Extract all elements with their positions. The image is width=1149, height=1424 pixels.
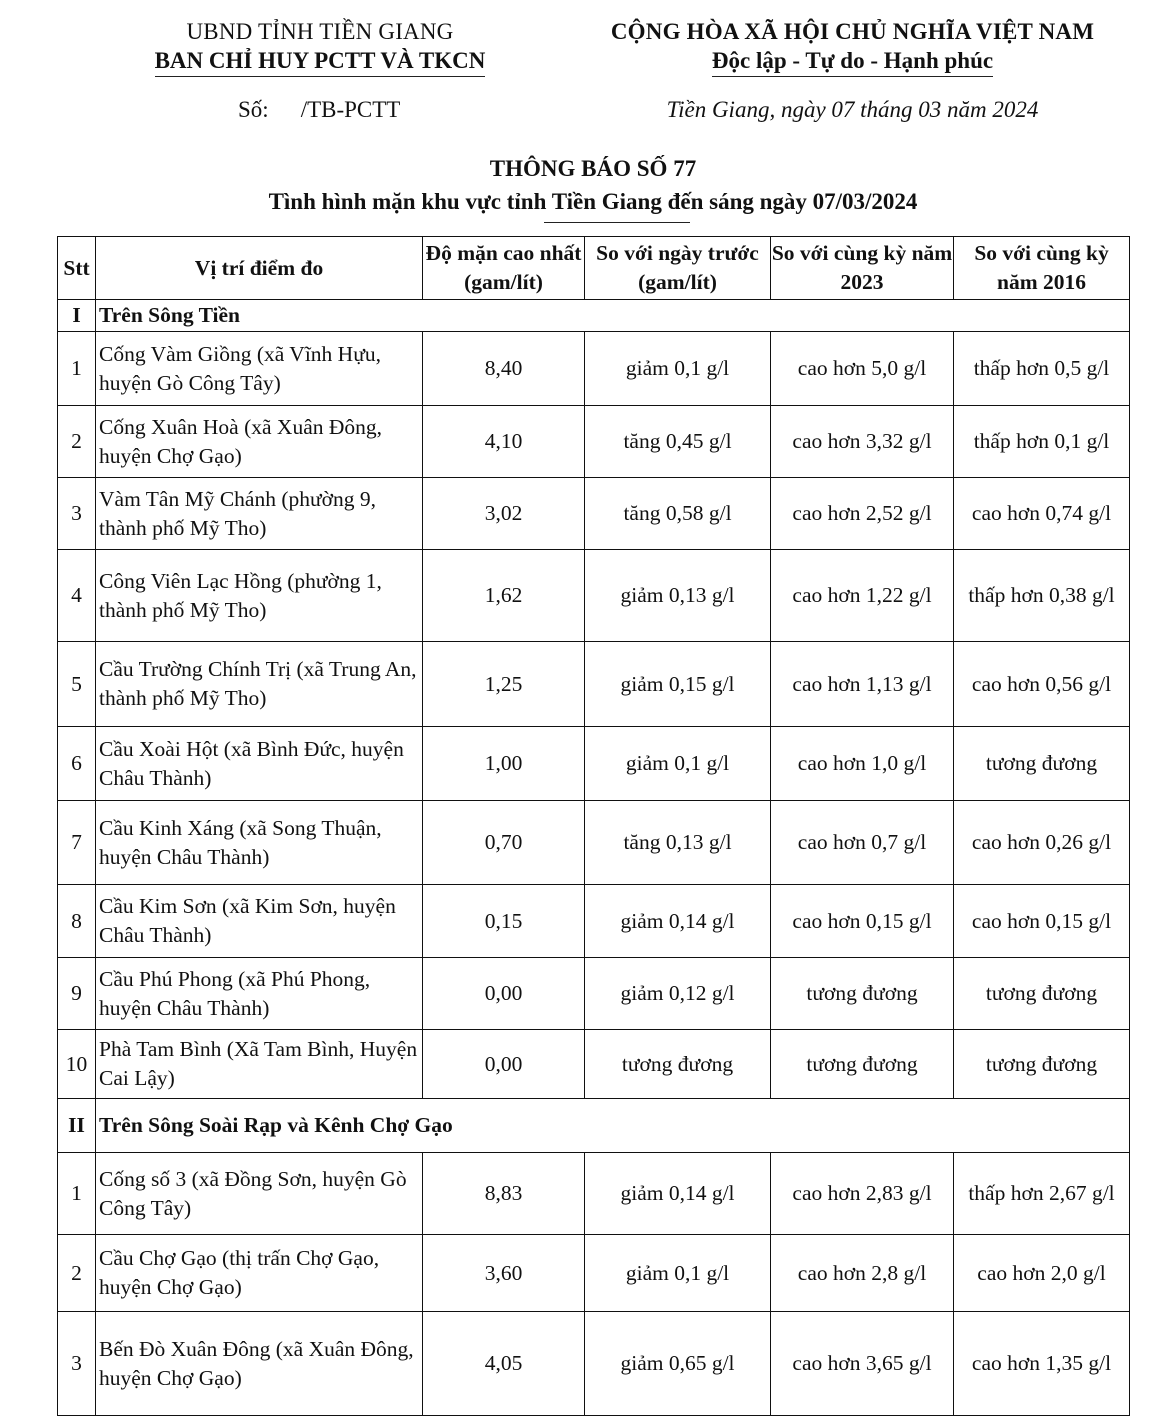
cell-location: Cống số 3 (xã Đồng Sơn, huyện Gò Công Tây) (96, 1153, 423, 1235)
table-row (58, 642, 1130, 727)
header-2016: So với cùng kỳ năm 2016 (954, 237, 1130, 300)
cell-max-salinity: 3,60 (423, 1235, 585, 1312)
cell-prev-day: giảm 0,1 g/l (585, 1235, 771, 1312)
cell-location: Cầu Xoài Hột (xã Bình Đức, huyện Châu Thành) (96, 727, 423, 801)
cell-2023: cao hơn 3,65 g/l (771, 1312, 954, 1416)
cell-stt: 7 (58, 801, 96, 885)
cell-2023: cao hơn 2,52 g/l (771, 478, 954, 550)
cell-2023: cao hơn 2,8 g/l (771, 1235, 954, 1312)
cell-max-salinity: 1,00 (423, 727, 585, 801)
cell-prev-day: tăng 0,45 g/l (585, 406, 771, 478)
cell-prev-day: giảm 0,1 g/l (585, 727, 771, 801)
cell-prev-day: tăng 0,13 g/l (585, 801, 771, 885)
table-row (58, 332, 1130, 406)
cell-max-salinity: 0,15 (423, 885, 585, 958)
cell-location: Cầu Chợ Gạo (thị trấn Chợ Gạo, huyện Chợ Gạo) (96, 1235, 423, 1312)
cell-location: Cầu Trường Chính Trị (xã Trung An, thành phố Mỹ Tho) (96, 642, 423, 727)
document-number (238, 97, 400, 123)
cell-2023: cao hơn 3,32 g/l (771, 406, 954, 478)
header-location: Vị trí điểm đo (96, 237, 423, 300)
cell-2016: cao hơn 0,74 g/l (954, 478, 1130, 550)
cell-stt: 10 (58, 1030, 96, 1099)
cell-location: Phà Tam Bình (Xã Tam Bình, Huyện Cai Lậy) (96, 1030, 423, 1099)
cell-2016: tương đương (954, 958, 1130, 1030)
document-title: THÔNG BÁO SỐ 77 (489, 156, 697, 181)
nation-name: CỘNG HÒA XÃ HỘI CHỦ NGHĨA VIỆT NAM (610, 19, 1095, 44)
agency-committee: BAN CHỈ HUY PCTT VÀ TKCN (130, 46, 510, 77)
cell-prev-day: giảm 0,1 g/l (585, 332, 771, 406)
document-number-label: Số: (238, 97, 269, 122)
table-row (58, 478, 1130, 550)
table-row (58, 958, 1130, 1030)
cell-max-salinity: 3,02 (423, 478, 585, 550)
cell-stt: 4 (58, 550, 96, 642)
cell-location: Cầu Phú Phong (xã Phú Phong, huyện Châu Thành) (96, 958, 423, 1030)
cell-location: Công Viên Lạc Hồng (phường 1, thành phố Mỹ Tho) (96, 550, 423, 642)
nation-motto: Độc lập - Tự do - Hạnh phúc (585, 46, 1120, 77)
table-row (58, 1153, 1130, 1235)
cell-stt: 3 (58, 1312, 96, 1416)
cell-stt: 2 (58, 1235, 96, 1312)
cell-stt: 3 (58, 478, 96, 550)
cell-2023: cao hơn 5,0 g/l (771, 332, 954, 406)
cell-max-salinity: 4,05 (423, 1312, 585, 1416)
cell-stt: 2 (58, 406, 96, 478)
cell-location: Bến Đò Xuân Đông (xã Xuân Đông, huyện Chợ Gạo) (96, 1312, 423, 1416)
cell-2016: cao hơn 1,35 g/l (954, 1312, 1130, 1416)
document-subtitle: Tình hình mặn khu vực tỉnh Tiền Giang đến sáng ngày 07/03/2024 (268, 189, 918, 214)
cell-2016: cao hơn 2,0 g/l (954, 1235, 1130, 1312)
cell-max-salinity: 8,40 (423, 332, 585, 406)
cell-stt: 9 (58, 958, 96, 1030)
cell-max-salinity: 0,00 (423, 958, 585, 1030)
cell-max-salinity: 8,83 (423, 1153, 585, 1235)
cell-prev-day: giảm 0,13 g/l (585, 550, 771, 642)
cell-2023: cao hơn 1,0 g/l (771, 727, 954, 801)
cell-2016: tương đương (954, 727, 1130, 801)
cell-prev-day: tương đương (585, 1030, 771, 1099)
cell-stt: 6 (58, 727, 96, 801)
document-number-value: /TB-PCTT (300, 97, 401, 122)
cell-max-salinity: 0,70 (423, 801, 585, 885)
cell-prev-day: giảm 0,12 g/l (585, 958, 771, 1030)
cell-prev-day: giảm 0,14 g/l (585, 1153, 771, 1235)
section-row (58, 300, 1130, 332)
cell-location: Cống Vàm Giồng (xã Vĩnh Hựu, huyện Gò Công Tây) (96, 332, 423, 406)
cell-2016: cao hơn 0,56 g/l (954, 642, 1130, 727)
header-prev-day: So với ngày trước (gam/lít) (585, 237, 771, 300)
table-row (58, 550, 1130, 642)
cell-2016: cao hơn 0,26 g/l (954, 801, 1130, 885)
cell-location: Cống Xuân Hoà (xã Xuân Đông, huyện Chợ Gạo) (96, 406, 423, 478)
table-row (58, 1235, 1130, 1312)
header-stt: Stt (58, 237, 96, 300)
section-number: I (58, 300, 96, 332)
cell-prev-day: tăng 0,58 g/l (585, 478, 771, 550)
cell-2016: thấp hơn 2,67 g/l (954, 1153, 1130, 1235)
cell-2016: thấp hơn 0,38 g/l (954, 550, 1130, 642)
cell-max-salinity: 1,25 (423, 642, 585, 727)
header-max-salinity: Độ mặn cao nhất (gam/lít) (423, 237, 585, 300)
cell-2023: cao hơn 1,22 g/l (771, 550, 954, 642)
table-row (58, 1030, 1130, 1099)
table-row (58, 1312, 1130, 1416)
table-row (58, 406, 1130, 478)
table-row (58, 801, 1130, 885)
table-row (58, 885, 1130, 958)
cell-2023: tương đương (771, 958, 954, 1030)
section-title: Trên Sông Soài Rạp và Kênh Chợ Gạo (96, 1099, 1130, 1153)
table-header-row (58, 237, 1130, 300)
cell-2023: cao hơn 1,13 g/l (771, 642, 954, 727)
salinity-table (57, 236, 1130, 1416)
cell-max-salinity: 0,00 (423, 1030, 585, 1099)
cell-2016: tương đương (954, 1030, 1130, 1099)
section-row (58, 1099, 1130, 1153)
cell-max-salinity: 1,62 (423, 550, 585, 642)
cell-prev-day: giảm 0,15 g/l (585, 642, 771, 727)
cell-stt: 8 (58, 885, 96, 958)
cell-location: Cầu Kim Sơn (xã Kim Sơn, huyện Châu Thành) (96, 885, 423, 958)
nation-header (585, 18, 1120, 77)
document-date: Tiền Giang, ngày 07 tháng 03 năm 2024 (666, 97, 1039, 122)
cell-prev-day: giảm 0,14 g/l (585, 885, 771, 958)
section-number: II (58, 1099, 96, 1153)
cell-2016: thấp hơn 0,1 g/l (954, 406, 1130, 478)
header-2023: So với cùng kỳ năm 2023 (771, 237, 954, 300)
cell-max-salinity: 4,10 (423, 406, 585, 478)
cell-2023: tương đương (771, 1030, 954, 1099)
cell-2023: cao hơn 0,15 g/l (771, 885, 954, 958)
cell-2023: cao hơn 0,7 g/l (771, 801, 954, 885)
section-title: Trên Sông Tiền (96, 300, 1130, 332)
cell-stt: 1 (58, 1153, 96, 1235)
cell-stt: 1 (58, 332, 96, 406)
agency-name: UBND TỈNH TIỀN GIANG (186, 19, 454, 44)
cell-2023: cao hơn 2,83 g/l (771, 1153, 954, 1235)
cell-location: Vàm Tân Mỹ Chánh (phường 9, thành phố Mỹ Tho) (96, 478, 423, 550)
table-row (58, 727, 1130, 801)
cell-location: Cầu Kinh Xáng (xã Song Thuận, huyện Châu Thành) (96, 801, 423, 885)
table-body (58, 300, 1130, 1416)
cell-2016: thấp hơn 0,5 g/l (954, 332, 1130, 406)
agency-header (130, 18, 510, 77)
cell-stt: 5 (58, 642, 96, 727)
cell-2016: cao hơn 0,15 g/l (954, 885, 1130, 958)
title-divider (544, 222, 690, 223)
cell-prev-day: giảm 0,65 g/l (585, 1312, 771, 1416)
